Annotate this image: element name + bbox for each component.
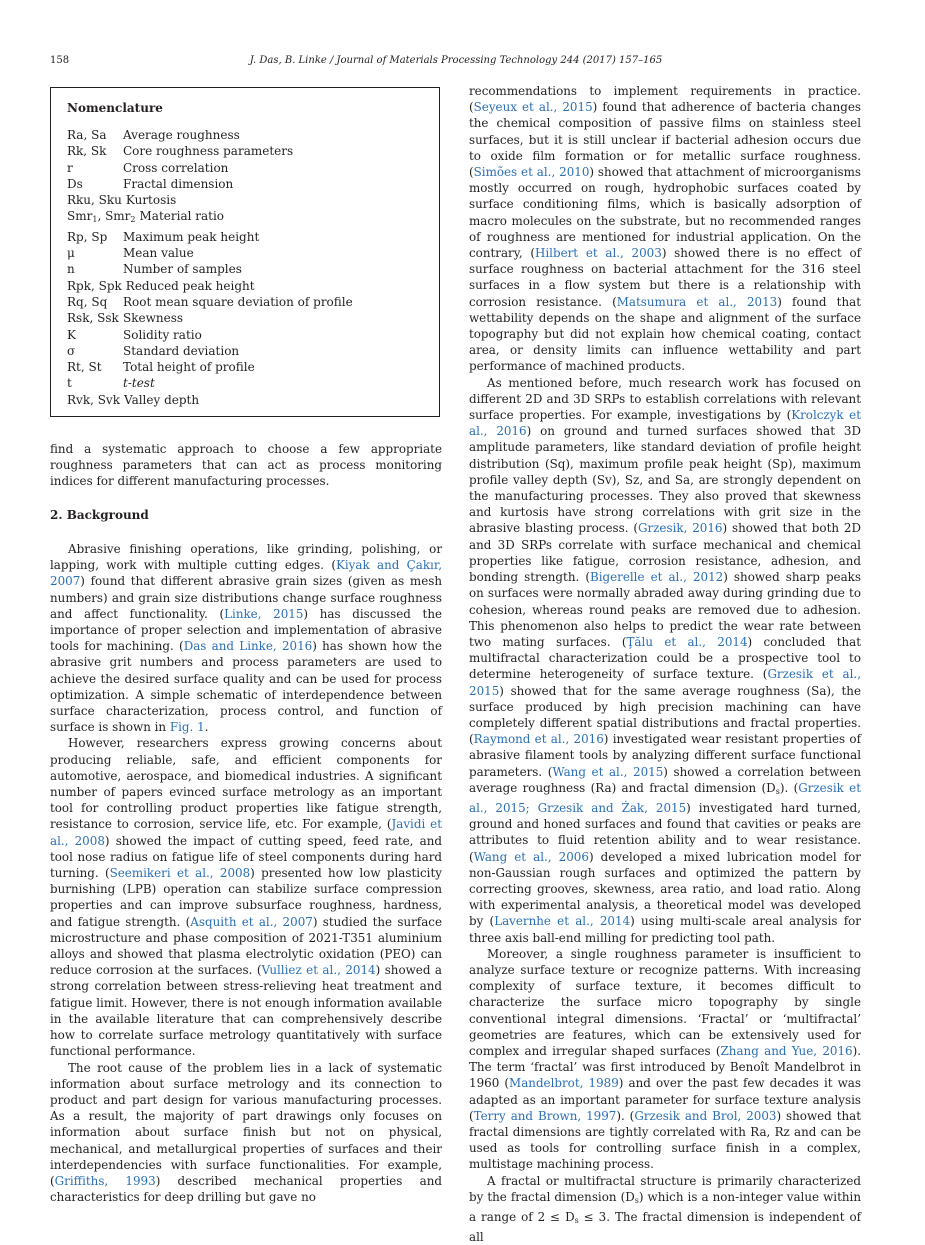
citation-link[interactable]: Grzesik et al., 2015 — [469, 667, 861, 698]
nomenclature-description: Cross correlation — [123, 160, 229, 175]
nomenclature-entry — [67, 310, 425, 326]
nomenclature-entry — [67, 327, 425, 343]
nomenclature-symbol: Rsk, Ssk — [67, 311, 119, 326]
nomenclature-symbol: Rk, Sk — [67, 144, 107, 159]
nomenclature-symbol: Rp, Sp — [67, 229, 108, 244]
nomenclature-entry — [67, 229, 425, 245]
citation-link[interactable]: Matsumura et al., 2013 — [616, 294, 778, 309]
nomenclature-entry — [67, 375, 425, 391]
paragraph: Abrasive finishing operations, like grinding, polishing, or lapping, work with multiple cutting edges. (Kiyak and Çakır, 2007) found that different abrasive grain sizes (given as mesh numbers) and grain size distributions change surface roughness and affect functionality. (Linke, 2015) has discussed the importance of proper selection and implementation of abrasive tools for machining. (Das and Linke, 2016) has shown how the abrasive grit numbers and process parameters are used to achieve the desired surface quality and can be used for process optimization. A simple schematic of interdependence between surface characterization, process control, and function of surface is shown in Fig. 1. — [50, 542, 443, 735]
nomenclature-description: Number of samples — [123, 262, 242, 277]
citation-link[interactable]: Lavernhe et al., 2014 — [494, 914, 631, 929]
nomenclature-title: Nomenclature — [67, 101, 163, 115]
nomenclature-entry — [67, 176, 425, 192]
citation-link[interactable]: Raymond et al., 2016 — [473, 732, 604, 747]
nomenclature-entry — [67, 392, 425, 408]
page-header — [50, 55, 862, 71]
nomenclature-entry — [67, 208, 425, 228]
citation-link[interactable]: Grzesik et al., 2015; Grzesik and Żak, 2015 — [469, 780, 861, 815]
nomenclature-description: Reduced peak height — [125, 278, 255, 293]
citation-link[interactable]: Bigerelle et al., 2012 — [589, 570, 724, 585]
nomenclature-description: Valley depth — [124, 392, 200, 407]
nomenclature-symbol: Smr$_1$, Smr$_2$ — [67, 209, 136, 225]
nomenclature-description: Standard deviation — [123, 343, 240, 358]
citation-link[interactable]: Kiyak and Çakır, 2007 — [50, 558, 443, 589]
citation-link[interactable]: Zhang and Yue, 2016 — [720, 1043, 853, 1058]
nomenclature-entry — [67, 278, 425, 294]
nomenclature-description: Core roughness parameters — [123, 144, 294, 159]
paragraph: A fractal or multifractal structure is primarily characterized by the fractal dimension $(D_s)$ which is a non-integer value within a range of $2 \le D_s \le 3$. The fractal dimension is independent of all — [469, 1173, 861, 1245]
nomenclature-description: Kurtosis — [125, 193, 177, 208]
nomenclature-entry — [67, 127, 425, 143]
nomenclature-description: Material ratio — [139, 209, 225, 224]
intro-paragraph: find a systematic approach to choose a few appropriate roughness parameters that can act as process monitoring indices for different manufacturing processes. — [50, 442, 442, 489]
nomenclature-description: Fractal dimension — [123, 176, 234, 191]
nomenclature-symbol: r — [67, 160, 73, 175]
nomenclature-description: t-test — [123, 376, 155, 391]
nomenclature-symbol: Rku, Sku — [67, 193, 122, 208]
nomenclature-entry — [67, 143, 425, 159]
nomenclature-entry — [67, 343, 425, 359]
nomenclature-description: Maximum peak height — [123, 229, 260, 244]
citation-link[interactable]: Grzesik, 2016 — [637, 521, 723, 536]
citation-link[interactable]: Asquith et al., 2007 — [190, 914, 313, 929]
nomenclature-entry — [67, 192, 425, 208]
nomenclature-entry — [67, 294, 425, 310]
nomenclature-symbol: K — [67, 327, 76, 342]
nomenclature-symbol: Rvk, Svk — [67, 392, 120, 407]
nomenclature-description: Root mean square deviation of profile — [123, 294, 353, 309]
nomenclature-symbol: n — [67, 262, 75, 277]
nomenclature-entry — [67, 261, 425, 277]
citation-link[interactable]: Ţălu et al., 2014 — [626, 634, 748, 649]
nomenclature-symbol: σ — [67, 343, 76, 358]
left-intro-text — [50, 441, 442, 490]
citation-link[interactable]: Vulliez et al., 2014 — [261, 963, 376, 978]
citation-link[interactable]: Terry and Brown, 1997 — [473, 1108, 617, 1123]
left-column-body — [50, 541, 442, 1205]
citation-link[interactable]: Seyeux et al., 2015 — [473, 100, 593, 115]
citation-link[interactable]: Das and Linke, 2016 — [183, 639, 313, 654]
paragraph: Moreover, a single roughness parameter is insufficient to analyze surface texture or recognize patterns. With increasing complexity of surface texture, it becomes difficult to characterize the surface micro topography by single conventional integral dimensions. ‘Fractal’ or ‘multifractal’ geometries are features, which can be extensively used for complex and irregular shaped surfaces (Zhang and Yue, 2016). The term ‘fractal’ was first introduced by Benoît Mandelbrot in 1960 (Mandelbrot, 1989) and over the past few decades it was adapted as an important parameter for surface texture analysis (Terry and Brown, 1997). (Grzesik and Brol, 2003) showed that fractal dimensions are tightly correlated with Ra, Rz and can be used as tools for controlling surface finish in a complex, multistage machining process. — [469, 946, 861, 1172]
citation-link[interactable]: Wang et al., 2015 — [552, 764, 664, 779]
figure-link[interactable]: Fig. 1 — [169, 720, 205, 735]
running-title: J. Das, B. Linke / Journal of Materials Processing Technology 244 (2017) 157–165 — [249, 55, 663, 66]
page-number: 158 — [50, 55, 70, 66]
section-heading-background: 2. Background — [50, 508, 149, 522]
nomenclature-entry — [67, 359, 425, 375]
citation-link[interactable]: Seemikeri et al., 2008 — [109, 866, 251, 881]
nomenclature-description: Skewness — [123, 311, 184, 326]
nomenclature-symbol: Ds — [67, 176, 83, 191]
citation-link[interactable]: Hilbert et al., 2003 — [535, 246, 662, 261]
paragraph: recommendations to implement requirements in practice. (Seyeux et al., 2015) found that adherence of bacteria changes the chemical composition of passive films on stainless steel surfaces, but it is still unclear if bacterial adhesion occurs due to oxide film formation or for metallic surface roughness. (Simões et al., 2010) showed that attachment of microorganisms mostly occurred on rough, hydrophobic surfaces coated by surface conditioning films, which is basically adsorption of macro molecules on the substrate, but no recommended ranges of roughness are mentioned for industrial application. On the contrary, (Hilbert et al., 2003) showed there is no effect of surface roughness on bacterial attachment for the 316 steel surfaces in a flow system but there is a relationship with corrosion resistance. (Matsumura et al., 2013) found that wettability depends on the shape and alignment of the surface topography but did not explain how chemical coating, contact area, or density limits can influence wettability and part performance of machined products. — [469, 84, 862, 374]
nomenclature-box — [50, 87, 440, 417]
citation-link[interactable]: Krolczyk et al., 2016 — [469, 408, 861, 439]
nomenclature-description: Average roughness — [123, 128, 240, 142]
nomenclature-symbol: t — [67, 376, 72, 391]
citation-link[interactable]: Simões et al., 2010 — [473, 165, 590, 180]
nomenclature-symbol: Rq, Sq — [67, 294, 108, 309]
paragraph: As mentioned before, much research work has focused on different 2D and 3D SRPs to establish correlations with relevant surface properties. For example, investigations by (Krolczyk et al., 2016) on ground and turned surfaces showed that 3D amplitude parameters, like standard deviation of profile height distribution (Sq), maximum profile peak height (Sp), maximum profile valley depth (Sv), Sz, and Sa, are strongly dependent on the manufacturing processes. They also proved that skewness and kurtosis have strong correlations with grit size in the abrasive blasting process. (Grzesik, 2016) showed that both 2D and 3D SRPs correlate with surface mechanical and chemical properties like fatigue, corrosion resistance, adhesion, and bonding strength. (Bigerelle et al., 2012) showed sharp peaks on surfaces were normally abraded away during grinding due to cohesion, whereas round peaks are removed due to adhesion. This phenomenon also helps to predict the wear rate between two mating surfaces. (Ţălu et al., 2014) concluded that multifractal characterization could be a prospective tool to determine heterogeneity of surface texture. (Grzesik et al., 2015) showed that for the same average roughness (Sa), the surface produced by high precision machining can have completely different spatial distributions and fractal properties. (Raymond et al., 2016) investigated wear resistant properties of abrasive filament tools by analyzing different surface functional parameters. (Wang et al., 2015) showed a correlation between average roughness (Ra) and fractal dimension $(D_s)$. (Grzesik et al., 2015; Grzesik and Żak, 2015) investigated hard turned, ground and honed surfaces and found that cavities or peaks are attributes to fluid retention ability and to wear resistance. (Wang et al., 2006) developed a mixed lubrication model for non-Gaussian rough surfaces and optimized the pattern by correcting grooves, skewness, area ratio, and load ratio. Along with experimental analysis, a theoretical model was developed by (Lavernhe et al., 2014) using multi-scale areal analysis for three axis ball-end milling for predicting tool path. — [469, 375, 862, 945]
citation-link[interactable]: Mandelbrot, 1989 — [509, 1076, 619, 1091]
nomenclature-symbol: Ra, Sa — [67, 128, 107, 142]
citation-link[interactable]: Grzesik and Brol, 2003 — [634, 1108, 777, 1123]
nomenclature-entry — [67, 245, 425, 261]
citation-link[interactable]: Wang et al., 2006 — [473, 849, 589, 864]
nomenclature-description: Mean value — [123, 246, 194, 261]
citation-link[interactable]: Linke, 2015 — [224, 606, 304, 621]
nomenclature-symbol: Rt, St — [67, 360, 102, 375]
nomenclature-entry — [67, 160, 425, 176]
paragraph: The root cause of the problem lies in a lack of systematic information about surface metrology and its connection to product and part design for various manufacturing processes. As a result, the majority of part drawings only focuses on information about surface finish but not on physical, mechanical, and metallurgical properties of surfaces and their interdependencies with surface functionalities. For example, (Griffiths, 1993) described mechanical properties and characteristics for deep drilling but gave no — [50, 1060, 442, 1205]
nomenclature-symbol: Rpk, Spk — [67, 278, 122, 293]
nomenclature-description: Total height of profile — [123, 360, 255, 375]
nomenclature-symbol: μ — [67, 246, 75, 261]
citation-link[interactable]: Javidi et al., 2008 — [50, 817, 442, 848]
nomenclature-description: Solidity ratio — [123, 327, 202, 342]
right-column-body — [469, 83, 861, 1245]
citation-link[interactable]: Griffiths, 1993 — [54, 1173, 156, 1188]
paragraph: However, researchers express growing concerns about producing reliable, safe, and efficient components for automotive, aerospace, and biomedical industries. A significant number of papers evinced surface metrology as an important tool for controlling product properties like fatigue strength, resistance to corrosion, service life, etc. For example, (Javidi et al., 2008) showed the impact of cutting speed, feed rate, and tool nose radius on fatigue life of steel components during hard turning. (Seemikeri et al., 2008) presented how low plasticity burnishing (LPB) operation can stabilize surface compression properties and can improve subsurface roughness, hardness, and fatigue strength. (Asquith et al., 2007) studied the surface microstructure and phase composition of 2021-T351 aluminium alloys and showed that plasma electrolytic oxidation (PEO) can reduce corrosion at the surfaces. (Vulliez et al., 2014) showed a strong correlation between stress-relieving heat treatment and fatigue limit. However, there is not enough information available in the available literature that can comprehensively describe how to correlate surface metrology quantitatively with surface functional performance. — [50, 736, 442, 1059]
